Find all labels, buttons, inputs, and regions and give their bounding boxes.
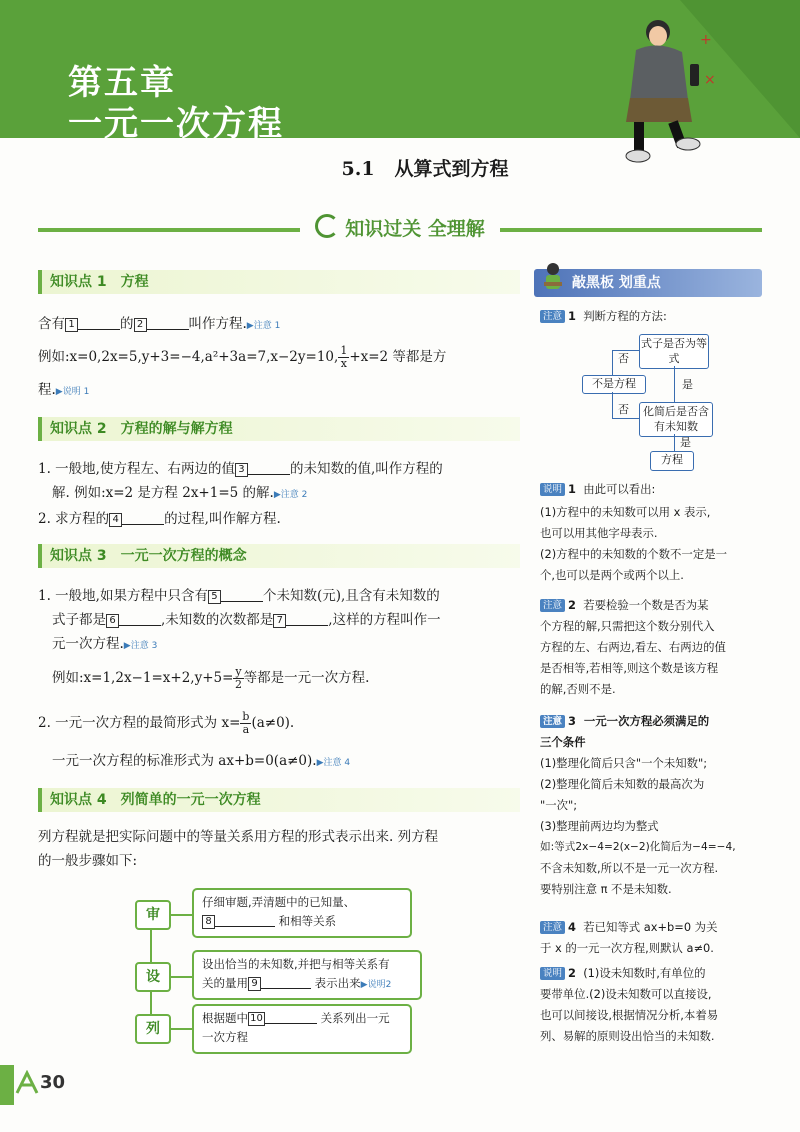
- flow-label-no-1: 否: [618, 352, 629, 365]
- page-logo-icon: [14, 1070, 40, 1096]
- divider-right: [500, 228, 762, 232]
- kp2-item-1: 1. 一般地,使方程左、右两边的值 3 的未知数的值,叫作方程的: [38, 461, 443, 477]
- step-link: [169, 1028, 192, 1030]
- note-2-body: 个方程的解,只需把这个数分别代入 方程的左、右两边,看左、右两边的值 是否相等,若相等,则这个数是该方程 的解,否则不是.: [540, 619, 726, 696]
- flow-label-no-2: 否: [618, 403, 629, 416]
- divider-label: 知识过关 全理解: [300, 214, 500, 244]
- explain-tag: 说明: [540, 483, 565, 496]
- flow-question-unknown: 化简后是否含有未知数: [639, 402, 713, 437]
- swirl-icon: [315, 214, 339, 238]
- step-assume-label: 设: [135, 962, 171, 992]
- kp4-paragraph-2: 的一般步骤如下:: [38, 853, 138, 869]
- step-link: [169, 914, 192, 916]
- flow-question-equation: 式子是否为等式: [639, 334, 709, 369]
- knowledge-point-2-heading: 知识点 2 方程的解与解方程: [38, 417, 520, 441]
- kp2-item-2: 2. 求方程的 4 的过程,叫作解方程.: [38, 511, 281, 527]
- kp3-item-1-cont: 式子都是 6 ,未知数的次数都是 7 ,这样的方程叫作一: [52, 612, 441, 628]
- note-tag: 注意: [540, 310, 565, 323]
- kp3-standard-form: 一元一次方程的标准形式为 ax+b=0(a≠0).▶注意 4: [52, 753, 351, 769]
- flow-arrow: [612, 350, 613, 375]
- kp3-item-1-end: 元一次方程.▶注意 3: [52, 636, 158, 652]
- knowledge-point-1-heading: 知识点 1 方程: [38, 270, 520, 294]
- step-formulate-box: 根据题中 10 关系列出一元 一次方程: [192, 1004, 412, 1054]
- section-title: 5.1 从算式到方程: [341, 158, 509, 180]
- svg-text:×: ×: [704, 72, 716, 88]
- kp2-item-1-cont: 解. 例如:x=2 是方程 2x+1=5 的解.▶注意 2: [52, 485, 308, 501]
- flow-arrow: [612, 350, 639, 351]
- explain-1-body: (1)方程中的未知数可以用 x 表示, 也可以用其他字母表示. (2)方程中的未知数的个数不一定是一 个,也可以是两个或两个以上.: [540, 505, 727, 582]
- flow-label-yes-2: 是: [680, 436, 691, 449]
- flow-arrow: [674, 434, 675, 451]
- svg-text:+: +: [700, 32, 712, 48]
- note-2: 注意 2 若要检验一个数是否为某: [540, 595, 709, 616]
- explain-1: 说明 1 由此可以看出:: [540, 479, 655, 500]
- teacher-icon: [540, 262, 566, 294]
- kp3-item-2: 2. 一元一次方程的最简形式为 x= $\frac{b}{a}$ (a≠0).: [38, 710, 295, 736]
- note-3-body: 三个条件 (1)整理化简后只含"一个未知数"; (2)整理化简后未知数的最高次为 "一次"; (3)整理前两边均为整式 如:等式2x−4=2(x−2)化简后为−4=−4, 不含未知数,所以不是一元一次方程. 要特别注意 π 不是未知数.: [540, 735, 736, 896]
- chapter-title: 一元一次方程: [68, 104, 284, 144]
- student-illustration: [596, 10, 716, 170]
- note-tag: 注意: [540, 715, 565, 728]
- note-4-body: 于 x 的一元一次方程,则默认 a≠0.: [540, 941, 714, 955]
- chapter-number: 第五章: [68, 63, 176, 103]
- note-tag: 注意: [540, 599, 565, 612]
- page-number: 30: [40, 1072, 66, 1093]
- explain-2: 说明 2 (1)设未知数时,有单位的: [540, 963, 705, 984]
- note-3: 注意 3 一元一次方程必须满足的: [540, 711, 709, 732]
- step-formulate-label: 列: [135, 1014, 171, 1044]
- step-connector: [150, 928, 152, 964]
- step-review-box: 仔细审题,弄清题中的已知量、 8 和相等关系: [192, 888, 412, 938]
- flow-label-yes-1: 是: [682, 378, 693, 391]
- note-tag: 注意: [540, 921, 565, 934]
- step-connector: [150, 990, 152, 1014]
- flow-not-equation: 不是方程: [582, 375, 646, 394]
- step-link: [169, 976, 192, 978]
- kp3-example: 例如:x=1,2x−1=x+2,y+5= $\frac{y}{2}$ 等都是一元一次方程.: [52, 665, 370, 691]
- step-assume-box: 设出恰当的未知数,并把与相等关系有 关的量用 9 表示出来▶说明2: [192, 950, 422, 1000]
- note-4: 注意 4 若已知等式 ax+b=0 为关: [540, 917, 717, 938]
- flow-arrow: [612, 392, 613, 418]
- flow-arrow: [674, 366, 675, 402]
- kp4-paragraph-1: 列方程就是把实际问题中的等量关系用方程的形式表示出来. 列方程: [38, 829, 439, 845]
- step-review-label: 审: [135, 900, 171, 930]
- sidebar-header: 敲黑板 划重点: [534, 269, 762, 297]
- divider-left: [38, 228, 300, 232]
- knowledge-point-4-heading: 知识点 4 列简单的一元一次方程: [38, 788, 520, 812]
- flow-result-equation: 方程: [650, 451, 694, 471]
- explain-tag: 说明: [540, 967, 565, 980]
- knowledge-point-3-heading: 知识点 3 一元一次方程的概念: [38, 544, 520, 568]
- kp1-definition: 含有 1 的 2 叫作方程.▶注意 1: [38, 316, 281, 332]
- flow-arrow: [612, 418, 639, 419]
- kp1-example-end: 程.▶说明 1: [38, 382, 90, 398]
- kp3-item-1: 1. 一般地,如果方程中只含有 5 个未知数(元),且含有未知数的: [38, 588, 440, 604]
- note-1: 注意 1 判断方程的方法:: [540, 306, 667, 327]
- page-corner-mark: [0, 1065, 14, 1105]
- explain-2-body: 要带单位.(2)设未知数可以直接设, 也可以间接设,根据情况分析,本着易 列、易解的原则设出恰当的未知数.: [540, 987, 719, 1043]
- kp1-example: 例如:x=0,2x=5,y+3=−4,a²+3a=7,x−2y=10, $\frac{1}{x}$ +x=2 等都是方: [38, 344, 447, 370]
